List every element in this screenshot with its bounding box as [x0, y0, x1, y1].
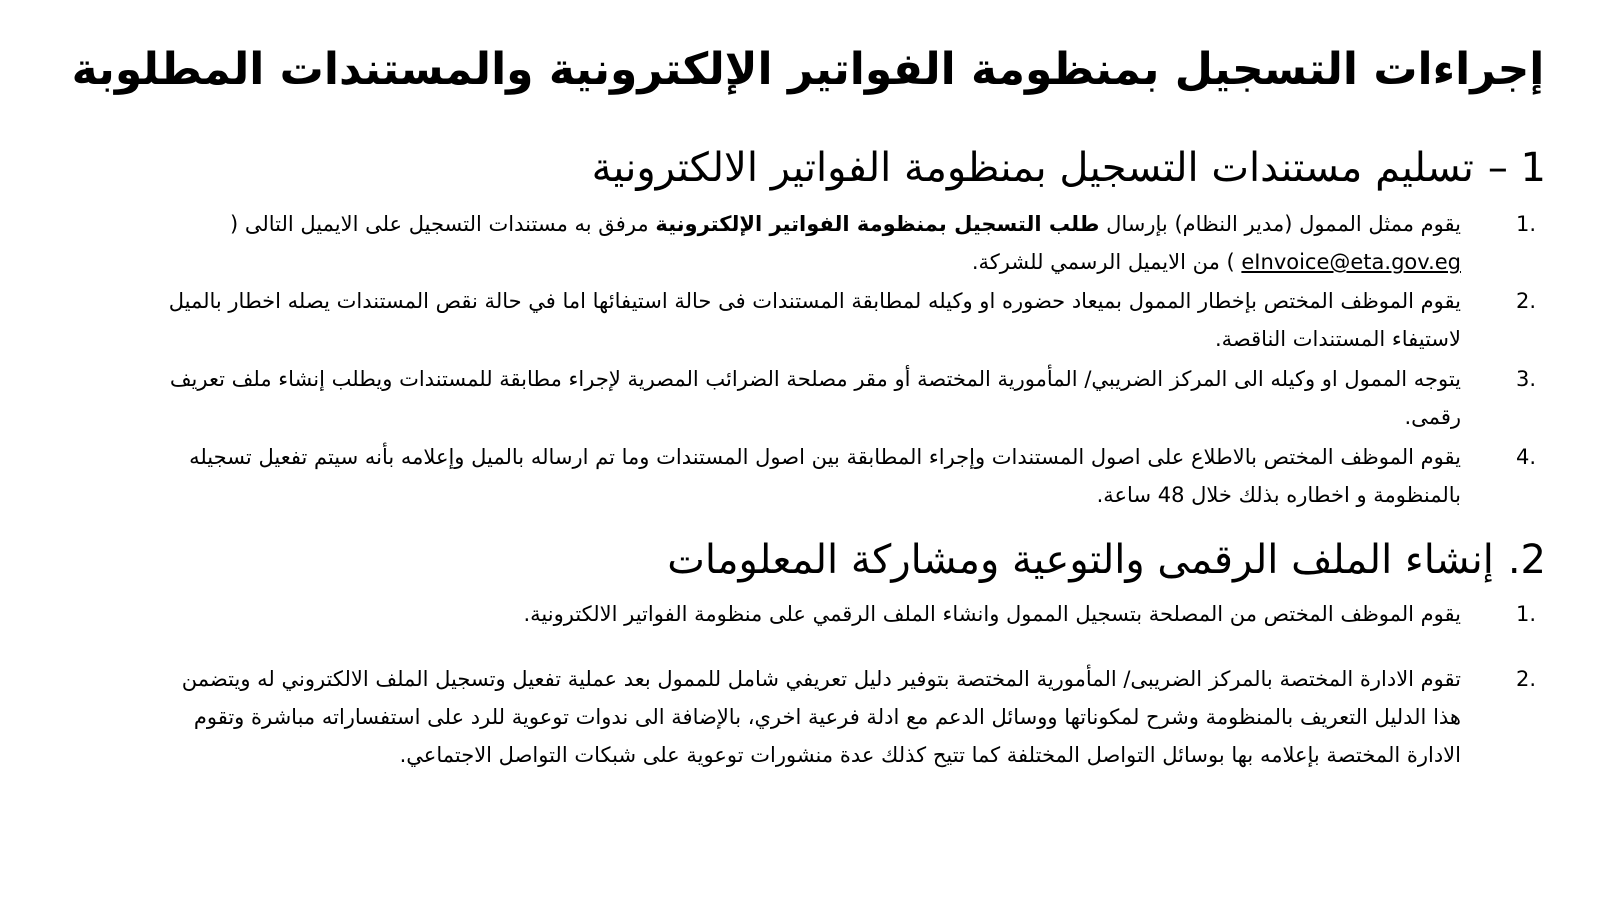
item-text: يقوم الموظف المختص بإخطار الممول بميعاد حضوره او وكيله لمطابقة المستندات فى حالة استيفائها اما في حالة نقص المستندات يصله اخطار بالميل لاستيفاء المستندات الناقصة. — [168, 289, 1461, 351]
section-2-title: إنشاء الملف الرقمى والتوعية ومشاركة المعلومات — [667, 537, 1494, 583]
item-number: 1. — [1515, 602, 1537, 626]
section-2-heading — [667, 530, 1546, 590]
section-1-heading — [592, 138, 1546, 198]
item-number: 3. — [1515, 367, 1537, 391]
section-2-item-2 — [150, 660, 1546, 774]
section-1-item-1 — [150, 205, 1546, 281]
item-text-part: مرفق به مستندات التسجيل على الايميل التالى ( — [229, 212, 656, 236]
section-1-title: تسليم مستندات التسجيل بمنظومة الفواتير الالكترونية — [591, 145, 1474, 191]
item-text — [150, 205, 1461, 281]
item-text: يقوم الموظف المختص بالاطلاع على اصول المستندات وإجراء المطابقة بين اصول المستندات وما تم ارساله بالميل وإعلامه بأنه سيتم تفعيل تسجيله بالمنظومة و اخطاره بذلك خلال 48 ساعة. — [189, 445, 1461, 507]
item-number: 1. — [1515, 212, 1537, 236]
section-1-item-2 — [150, 282, 1546, 358]
item-text-part: يقوم ممثل الممول (مدير النظام) بإرسال — [1099, 212, 1461, 236]
item-text-part: ) من الايميل الرسمي للشركة. — [971, 250, 1242, 274]
item-number: 2. — [1515, 289, 1537, 313]
item-number: 4. — [1515, 445, 1537, 469]
item-text: تقوم الادارة المختصة بالمركز الضريبى/ المأمورية المختصة بتوفير دليل تعريفي شامل للممول بعد عملية تفعيل وتسجيل الملف الالكتروني له ويتضمن هذا الدليل التعريف بالمنظومة وشرح لمكوناتها ووسائل الدعم مع ادلة فرعية اخري، بالإضافة الى ندوات توعوية للرد على استفساراته مباشرة وتقوم الادارة المختصة بإعلامه بها بوسائل التواصل المختلفة كما تتيح كذلك عدة منشورات توعوية على شبكات التواصل الاجتماعي. — [181, 667, 1461, 767]
section-1-item-3 — [150, 360, 1546, 436]
email-link[interactable]: eInvoice@eta.gov.eg — [1241, 250, 1461, 274]
item-text-bold: طلب التسجيل بمنظومة الفواتير الإلكترونية — [655, 212, 1100, 236]
page-title: إجراءات التسجيل بمنظومة الفواتير الإلكترونية والمستندات المطلوبة — [71, 44, 1545, 95]
item-number: 2. — [1515, 667, 1537, 691]
item-text: يقوم الموظف المختص من المصلحة بتسجيل الممول وانشاء الملف الرقمي على منظومة الفواتير الالكترونية. — [523, 602, 1461, 626]
section-1-number: 1 – — [1487, 145, 1546, 191]
item-text: يتوجه الممول او وكيله الى المركز الضريبي/ المأمورية المختصة أو مقر مصلحة الضرائب المصرية لإجراء مطابقة للمستندات ويطلب إنشاء ملف تعريف رقمى. — [169, 367, 1461, 429]
section-2-item-1 — [150, 595, 1546, 633]
section-1-item-4 — [150, 438, 1546, 514]
section-2-number: 2. — [1507, 537, 1546, 583]
